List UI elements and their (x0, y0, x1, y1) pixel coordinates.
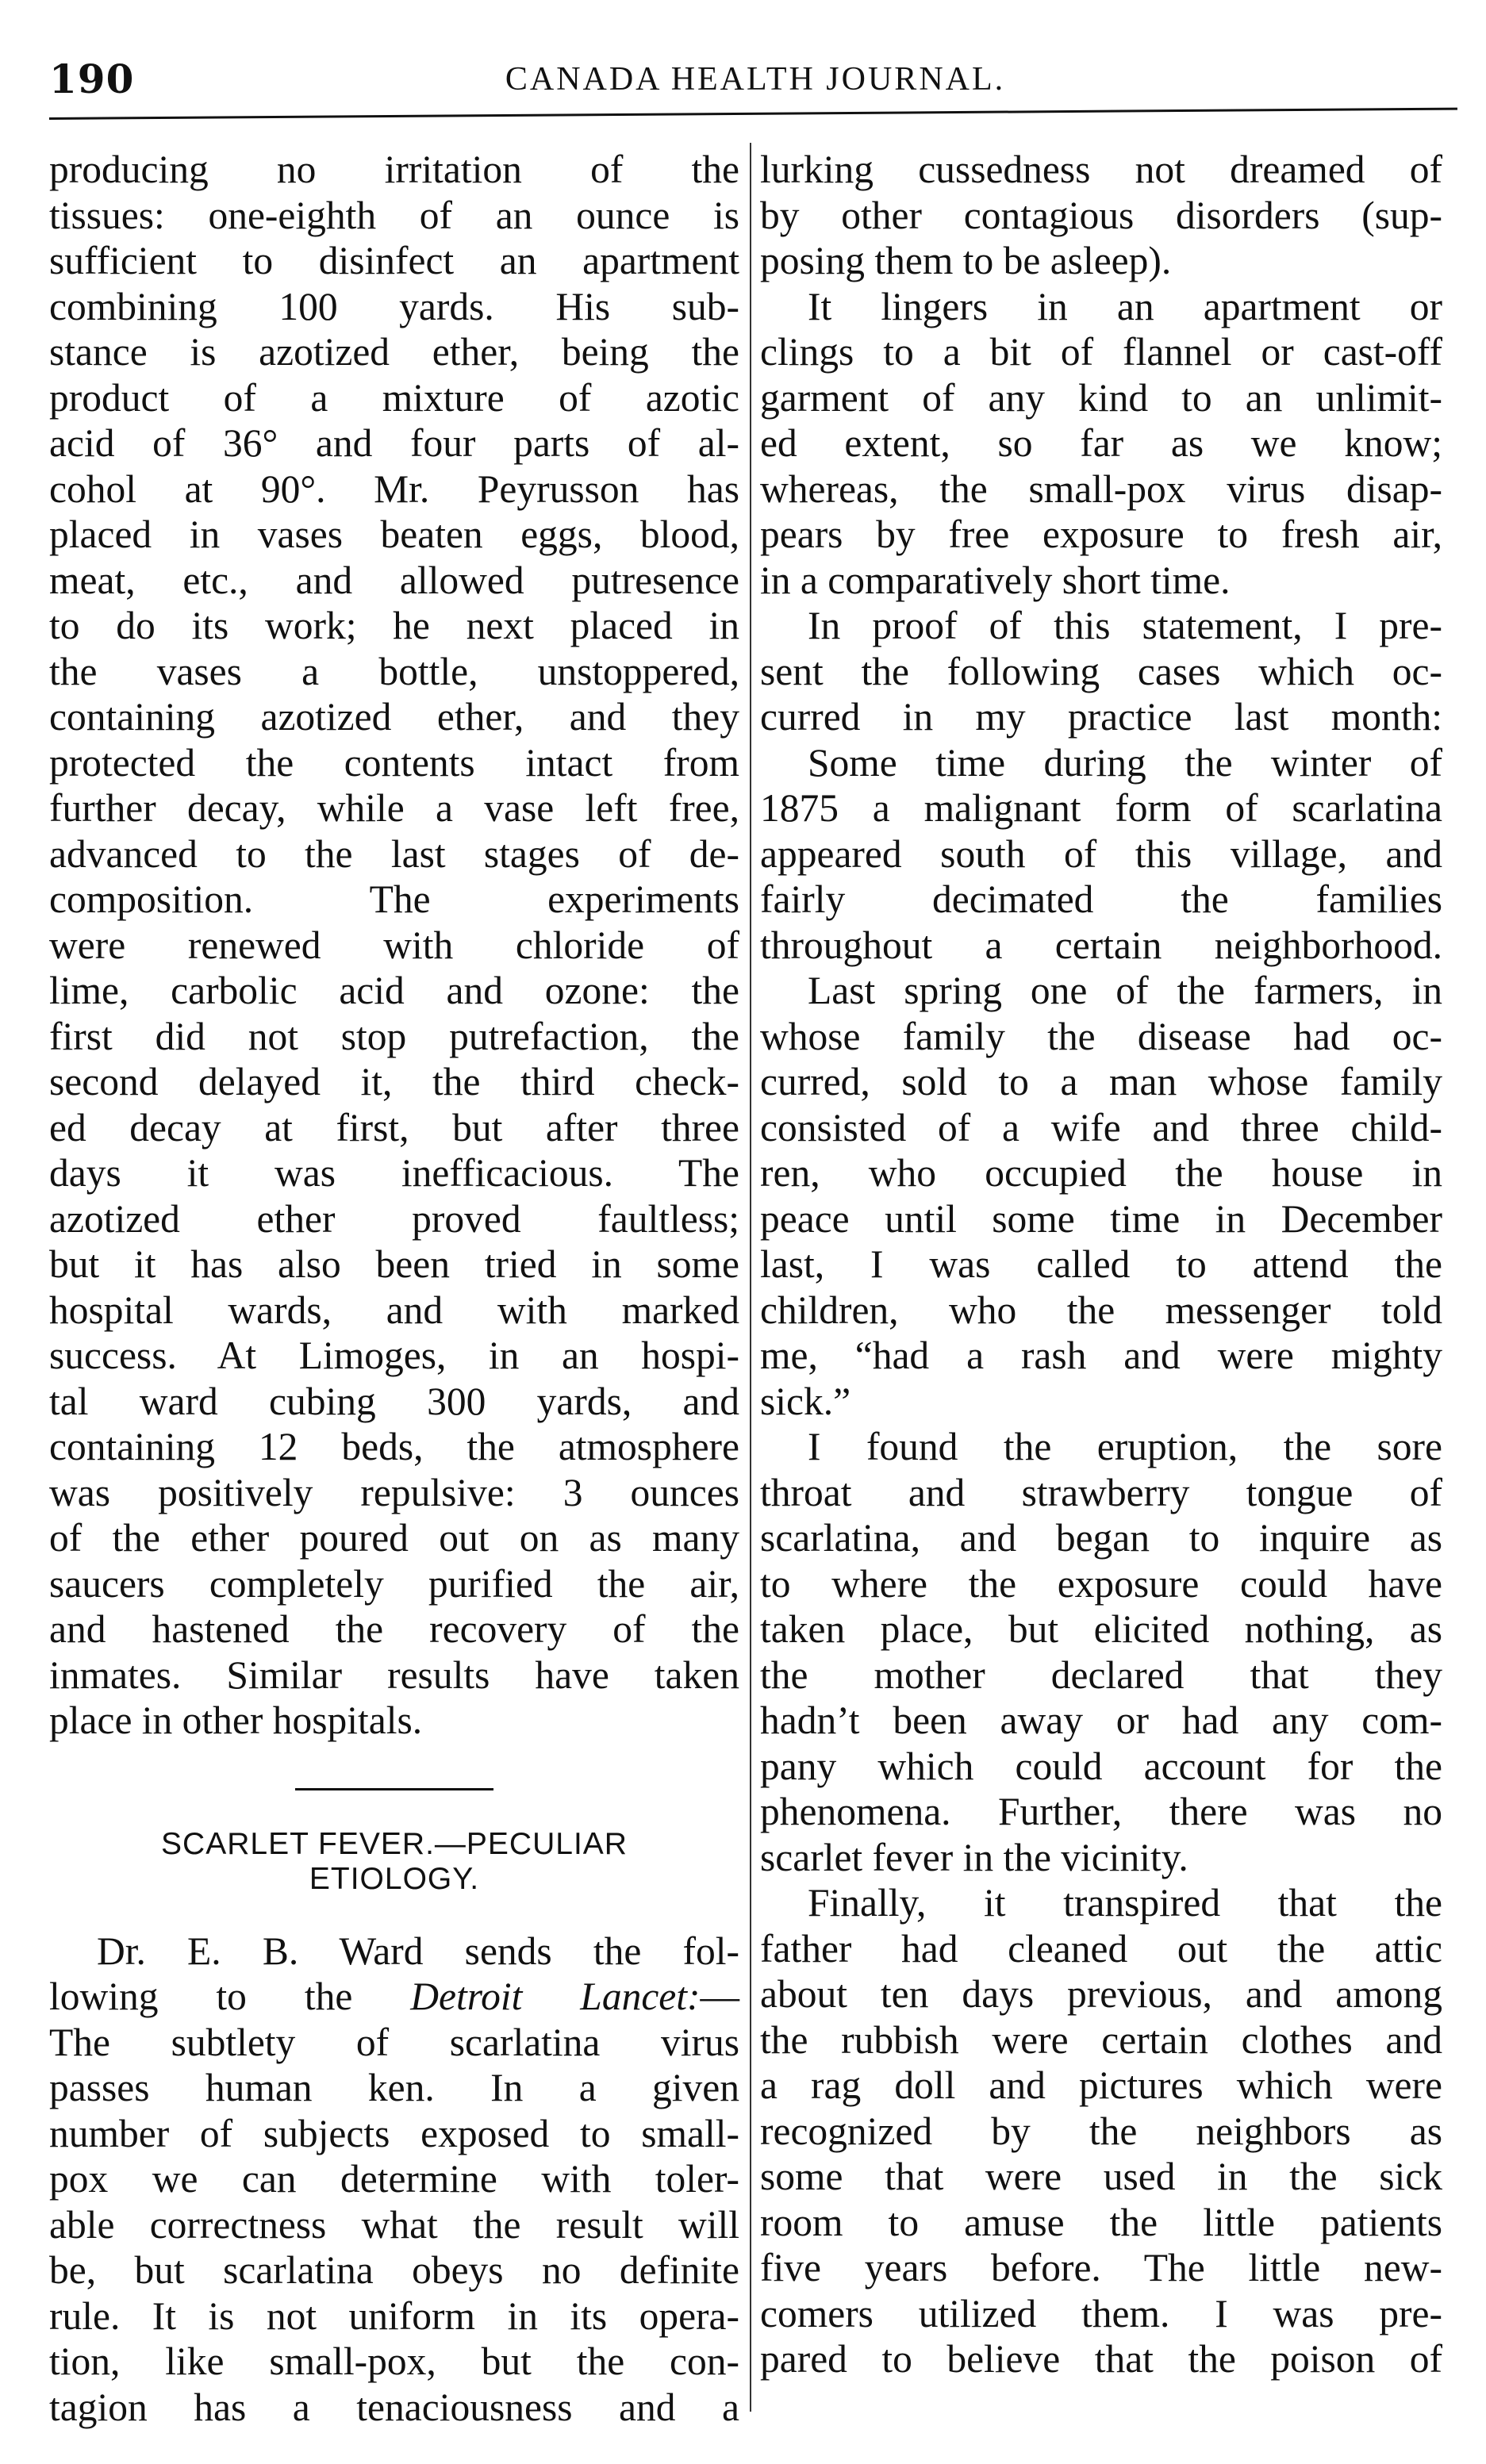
text-line: hadn’t been away or had any com- (760, 1698, 1442, 1742)
text-line: I found the eruption, the sore (808, 1425, 1442, 1468)
text-line: ed decay at first, but after three (49, 1105, 739, 1149)
text-line: curred, sold to a man whose family (760, 1060, 1442, 1103)
text-line: stance is azotized ether, being the (49, 330, 739, 374)
text-line: garment of any kind to an unlimit- (760, 375, 1442, 420)
section-heading: SCARLET FEVER.—PECULIAR (161, 1826, 628, 1861)
text-line: Some time during the winter of (808, 740, 1442, 785)
text-line: further decay, while a vase left free, (49, 786, 739, 830)
text-line: whose family the disease had oc- (760, 1014, 1442, 1058)
right-column (760, 147, 1442, 2382)
left-column (49, 147, 739, 2430)
text-line: a rag doll and pictures which were (760, 2063, 1442, 2107)
text-line: advanced to the last stages of de- (49, 831, 739, 876)
text-line: success. At Limoges, in an hospi- (49, 1334, 739, 1377)
text-line: first did not stop putrefaction, the (49, 1014, 739, 1058)
article-continuation (49, 147, 739, 1744)
text-line: throughout a certain neighborhood. (760, 923, 1442, 967)
text-line: tal ward cubing 300 yards, and (49, 1379, 739, 1423)
text-line: place in other hospitals. (49, 1698, 423, 1742)
text-line: containing azotized ether, and they (49, 695, 739, 739)
publication-title: Detroit Lancet: (410, 1975, 701, 2018)
text-line: protected the contents intact from (49, 740, 739, 785)
text-line: sufficient to disinfect an apartment (49, 239, 739, 282)
text-line: It lingers in an apartment or (808, 284, 1442, 328)
text-line: composition. The experiments (49, 877, 739, 921)
text-line: hospital wards, and with marked (49, 1288, 739, 1332)
text-line: sick.” (760, 1379, 851, 1423)
text-line: rule. It is not uniform in its opera- (49, 2293, 739, 2338)
text-line: sent the following cases which oc- (760, 649, 1442, 693)
text-line: tissues: one-eighth of an ounce is (49, 193, 739, 237)
text-line: curred in my practice last month: (760, 695, 1442, 739)
text-line: the vases a bottle, unstoppered, (49, 649, 739, 693)
text-line: saucers completely purified the air, (49, 1561, 739, 1606)
text-line: Dr. E. B. Ward sends the fol- (97, 1929, 739, 1973)
text-line: five years before. The little new- (760, 2246, 1442, 2289)
text-line: to where the exposure could have (760, 1561, 1442, 1606)
text-line: recognized by the neighbors as (760, 2109, 1442, 2153)
text-line: be, but scarlatina obeys no definite (49, 2248, 739, 2292)
text-line: father had cleaned out the attic (760, 1926, 1442, 1971)
text-line: inmates. Similar results have taken (49, 1652, 739, 1697)
text-line: placed in vases beaten eggs, blood, (49, 512, 739, 556)
text-line: ed extent, so far as we know; (760, 421, 1442, 465)
text-line: pared to believe that the poison of (760, 2337, 1442, 2381)
text-line: me, “had a rash and were mighty (760, 1334, 1442, 1377)
text-line: number of subjects exposed to small- (49, 2111, 739, 2155)
text-line: azotized ether proved faultless; (49, 1196, 739, 1241)
text-line: and hastened the recovery of the (49, 1607, 739, 1651)
text-line: peace until some time in December (760, 1196, 1442, 1241)
text-line: throat and strawberry tongue of (760, 1470, 1442, 1514)
text-line: room to amuse the little patients (760, 2200, 1442, 2244)
text-line: but it has also been tried in some (49, 1242, 739, 1286)
text-line: tion, like small-pox, but the con- (49, 2339, 739, 2383)
text-fragment: lowing to the (49, 1975, 411, 2018)
text-line: were renewed with chloride of (49, 923, 739, 967)
text-line: of the ether poured out on as many (49, 1516, 739, 1560)
text-line: whereas, the small-pox virus disap- (760, 466, 1442, 511)
column-divider (750, 143, 751, 2412)
text-line: posing them to be asleep). (760, 239, 1172, 282)
text-line: In proof of this statement, I pre- (808, 604, 1442, 647)
text-line: scarlet fever in the vicinity. (760, 1835, 1188, 1879)
text-line: pears by free exposure to fresh air, (760, 512, 1442, 556)
text-line: comers utilized them. I was pre- (760, 2291, 1442, 2335)
text-line: was positively repulsive: 3 ounces (49, 1470, 739, 1514)
journal-title: CANADA HEALTH JOURNAL. (505, 61, 1006, 98)
text-line: by other contagious disorders (sup- (760, 193, 1442, 237)
text-line: able correctness what the result will (49, 2202, 739, 2247)
text-line: children, who the messenger told (760, 1288, 1442, 1332)
text-line: consisted of a wife and three child- (760, 1105, 1442, 1149)
text-line: cohol at 90°. Mr. Peyrusson has (49, 466, 739, 511)
text-line: days it was inefficacious. The (49, 1151, 739, 1195)
text-line: acid of 36° and four parts of al- (49, 421, 739, 465)
text-line: lurking cussedness not dreamed of (760, 148, 1442, 191)
text-line: taken place, but elicited nothing, as (760, 1607, 1442, 1651)
scarlet-fever-article (49, 1929, 739, 2431)
text-line: clings to a bit of flannel or cast-off (760, 330, 1442, 374)
page-header (49, 56, 1461, 111)
text-line: The subtlety of scarlatina virus (49, 2020, 739, 2064)
text-line (49, 1974, 739, 2020)
text-line: the mother declared that they (760, 1652, 1442, 1697)
page-number: 190 (49, 56, 135, 102)
text-line: lime, carbolic acid and ozone: the (49, 969, 739, 1012)
text-line: meat, etc., and allowed putresence (49, 558, 739, 602)
text-line: appeared south of this village, and (760, 831, 1442, 876)
section-heading: ETIOLOGY. (309, 1861, 480, 1896)
text-line: Finally, it transpired that the (808, 1881, 1442, 1925)
text-line: Last spring one of the farmers, in (808, 969, 1442, 1012)
text-line: pany which could account for the (760, 1744, 1442, 1788)
text-line: to do its work; he next placed in (49, 604, 739, 647)
text-line: pox we can determine with toler- (49, 2157, 739, 2201)
text-line: the rubbish were certain clothes and (760, 2017, 1442, 2062)
heading-spacer (49, 1897, 739, 1929)
text-line: about ten days previous, and among (760, 1972, 1442, 2016)
text-line: tagion has a tenaciousness and a (49, 2385, 739, 2429)
text-line: ren, who occupied the house in (760, 1151, 1442, 1195)
text-line: 1875 a malignant form of scarlatina (760, 786, 1442, 830)
text-line: scarlatina, and began to inquire as (760, 1516, 1442, 1560)
text-line: fairly decimated the families (760, 877, 1442, 921)
text-line: second delayed it, the third check- (49, 1060, 739, 1103)
text-fragment: — (700, 1975, 740, 2018)
text-line: product of a mixture of azotic (49, 375, 739, 420)
text-line: phenomena. Further, there was no (760, 1790, 1442, 1833)
text-line: producing no irritation of the (49, 148, 739, 191)
section-divider-rule (295, 1788, 493, 1790)
text-line: in a comparatively short time. (760, 558, 1231, 602)
text-line: last, I was called to attend the (760, 1242, 1442, 1286)
text-line: containing 12 beds, the atmosphere (49, 1425, 739, 1468)
text-line: combining 100 yards. His sub- (49, 284, 739, 328)
text-line: passes human ken. In a given (49, 2066, 739, 2109)
text-line: some that were used in the sick (760, 2155, 1442, 2198)
